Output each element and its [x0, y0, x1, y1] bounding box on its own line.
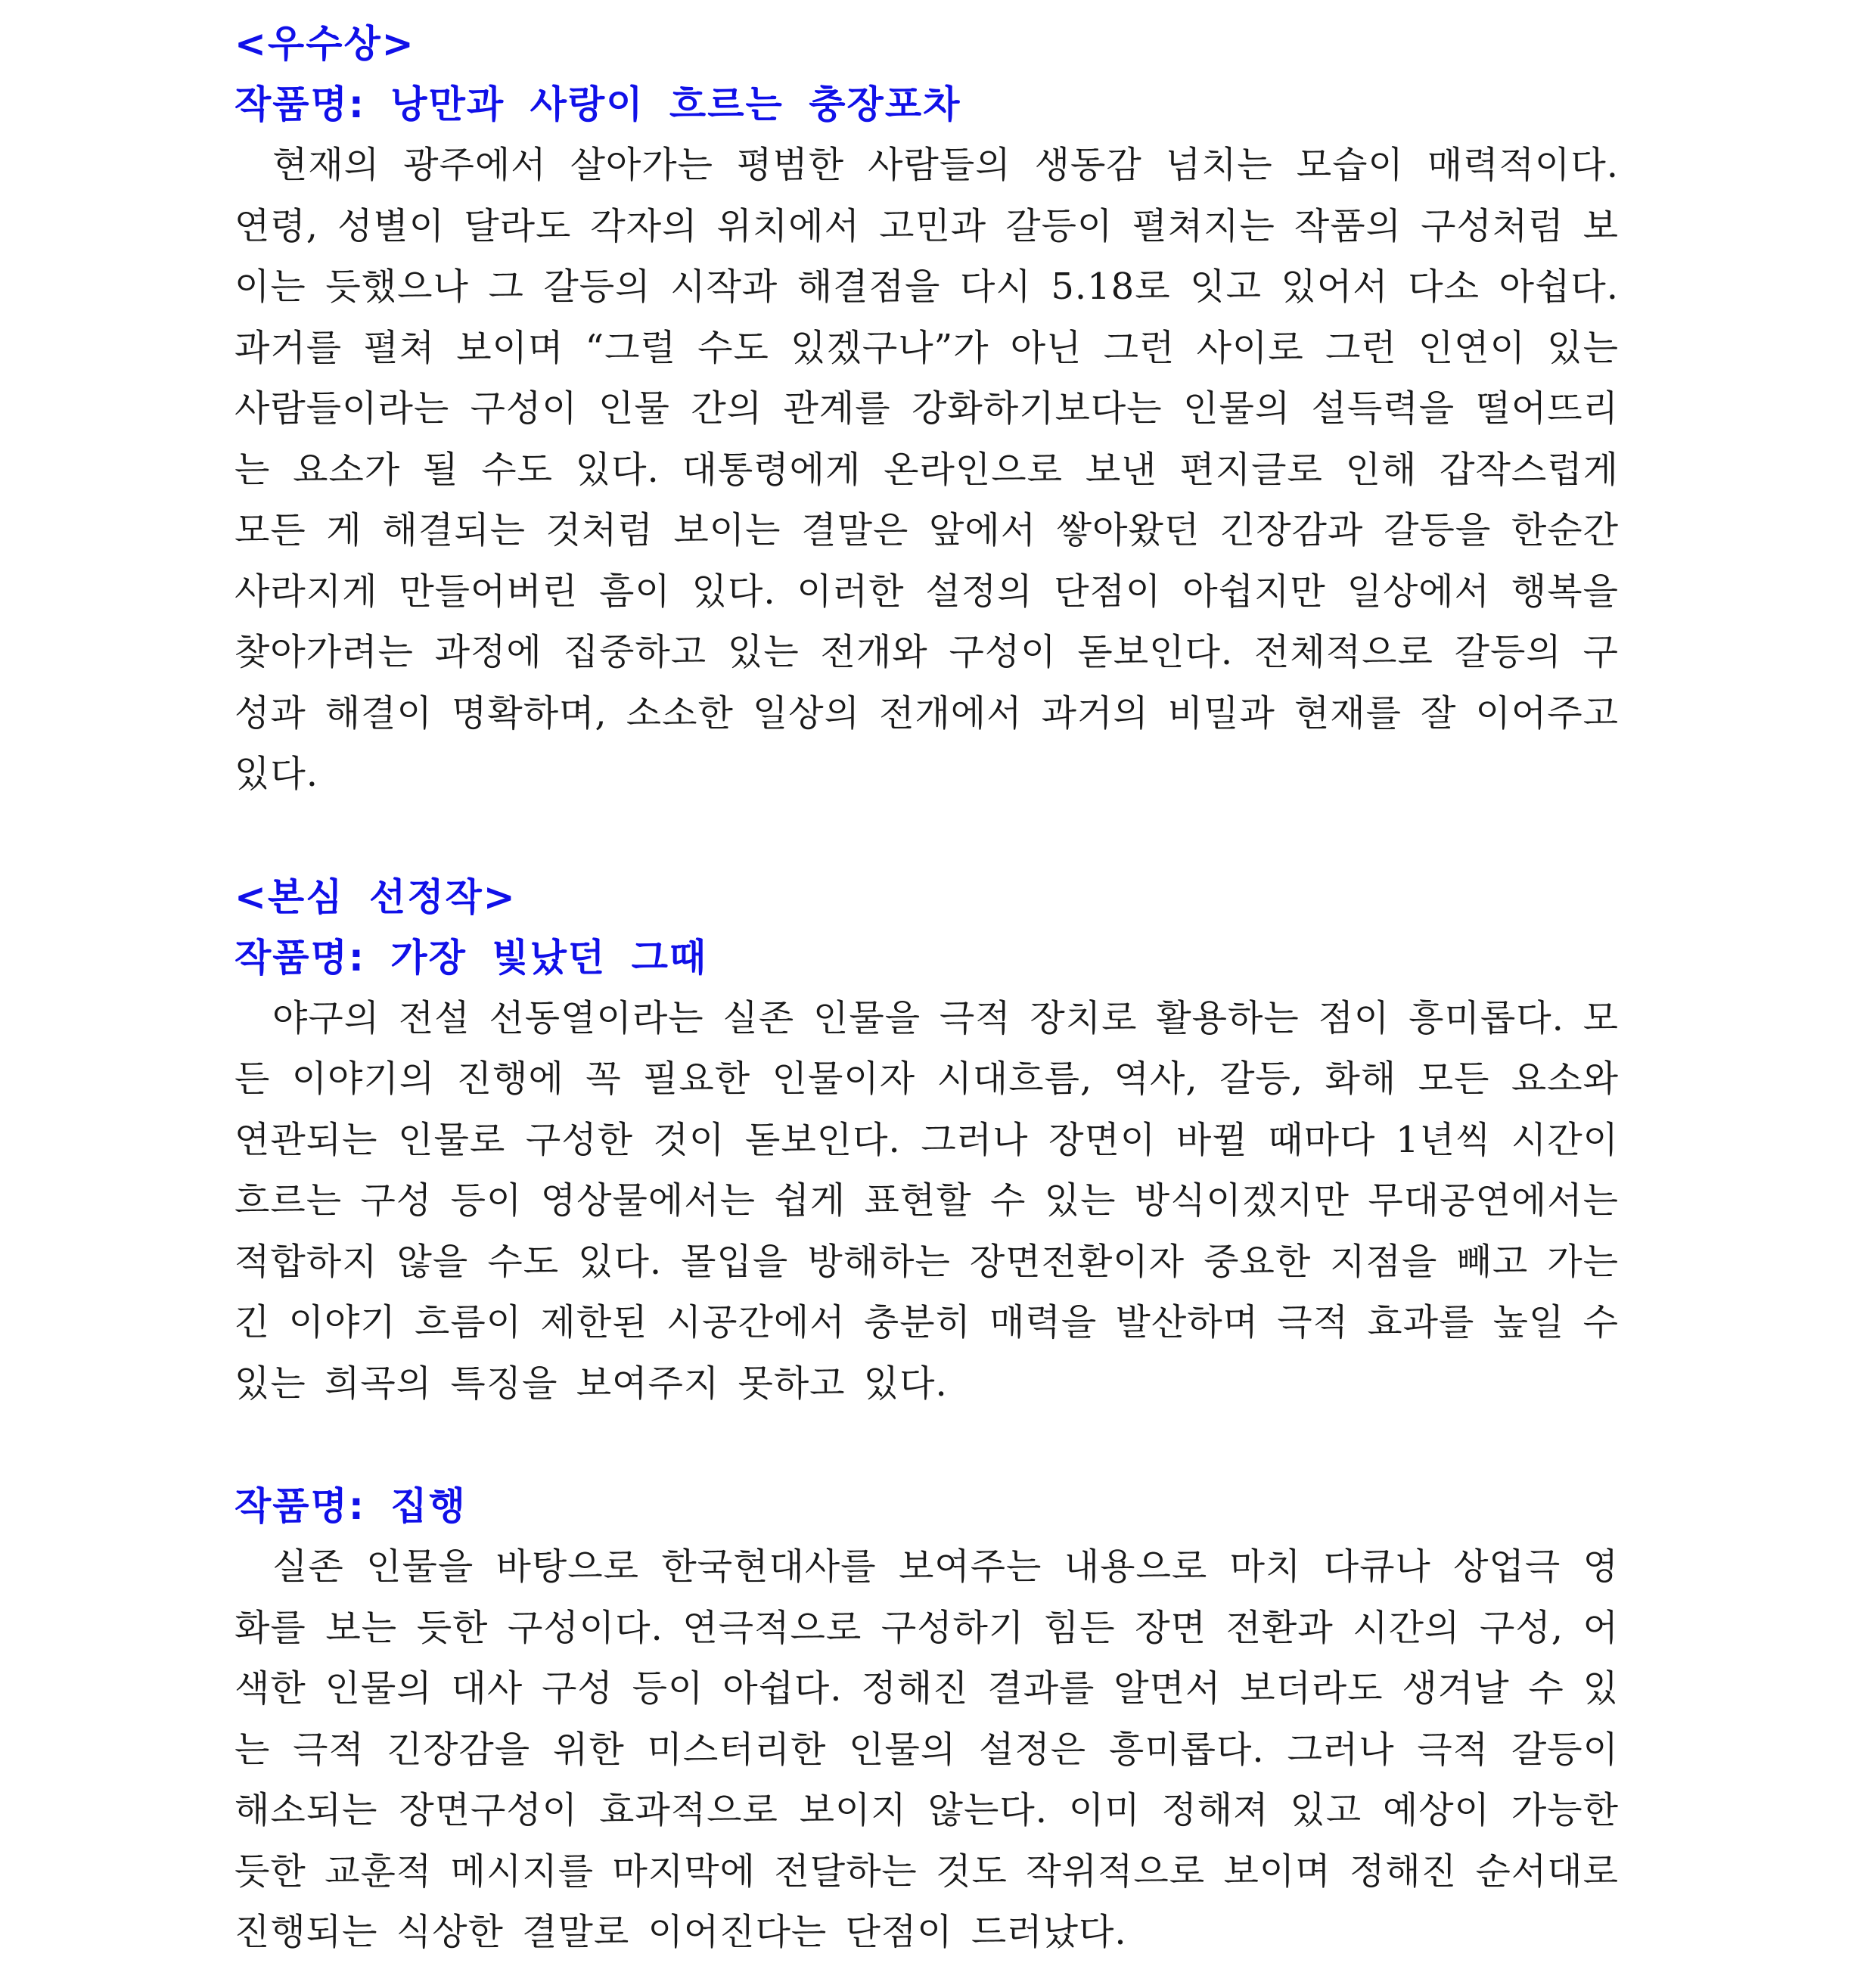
work-title: 작품명: 집행 [234, 1484, 467, 1528]
review-paragraph: 현재의 광주에서 살아가는 평범한 사람들의 생동감 넘치는 모습이 매력적이다. 연령, 성별이 달라도 각자의 위치에서 고민과 갈등이 펼쳐지는 작품의 구성처럼 보이는 듯했으나 그 갈등의 시작과 해결점을 다시 5.18로 잇고 있어서 다소 아쉽다. 과거를 펼쳐 보이며 “그럴 수도 있겠구나”가 아닌 그런 사이로 그런 인연이 있는 사람들이라는 구성이 인물 간의 관계를 강화하기보다는 인물의 설득력을 떨어뜨리는 요소가 될 수도 있다. 대통령에게 온라인으로 보낸 편지글로 인해 갑작스럽게 모든 게 해결되는 것처럼 보이는 결말은 앞에서 쌓아왔던 긴장감과 갈등을 한순간 사라지게 만들어버린 흠이 있다. 이러한 설정의 단점이 아쉽지만 일상에서 행복을 찾아가려는 과정에 집중하고 있는 전개와 구성이 돋보인다. 전체적으로 갈등의 구성과 해결이 명확하며, 소소한 일상의 전개에서 과거의 비밀과 현재를 잘 이어주고 있다. [234, 144, 1619, 795]
section-excellence-award [234, 14, 1619, 805]
section-spacer [234, 805, 1619, 867]
review-paragraph: 야구의 전설 선동열이라는 실존 인물을 극적 장치로 활용하는 점이 흥미롭다. 모든 이야기의 진행에 꼭 필요한 인물이자 시대흐름, 역사, 갈등, 화해 모든 요소와 연관되는 인물로 구성한 것이 돋보인다. 그러나 장면이 바뀔 때마다 1년씩 시간이 흐르는 구성 등이 영상물에서는 쉽게 표현할 수 있는 방식이겠지만 무대공연에서는 적합하지 않을 수도 있다. 몰입을 방해하는 장면전환이자 중요한 지점을 빼고 가는 긴 이야기 흐름이 제한된 시공간에서 충분히 매력을 발산하며 극적 효과를 높일 수 있는 희곡의 특징을 보여주지 못하고 있다. [234, 996, 1619, 1405]
section-spacer [234, 1414, 1619, 1476]
review-paragraph: 실존 인물을 바탕으로 한국현대사를 보여주는 내용으로 마치 다큐나 상업극 영화를 보는 듯한 구성이다. 연극적으로 구성하기 힘든 장면 전환과 시간의 구성, 어색한 인물의 대사 구성 등이 아쉽다. 정해진 결과를 알면서 보더라도 생겨날 수 있는 극적 긴장감을 위한 미스터리한 인물의 설정은 흥미롭다. 그러나 극적 갈등이 해소되는 장면구성이 효과적으로 보이지 않는다. 이미 정해져 있고 예상이 가능한듯한 교훈적 메시지를 마지막에 전달하는 것도 작위적으로 보이며 정해진 순서대로 진행되는 식상한 결말로 이어진다는 단점이 드러났다. [234, 1545, 1619, 1953]
section-final-selection [234, 867, 1619, 1415]
work-title: 작품명: 가장 빛났던 그때 [234, 935, 708, 980]
work-title: 작품명: 낭만과 사랑이 흐르는 충장포차 [234, 82, 961, 126]
review-document [234, 14, 1619, 1963]
award-heading: <본심 선정작> [234, 874, 517, 919]
section-final-selection-2 [234, 1476, 1619, 1963]
award-heading: <우수상> [234, 22, 415, 66]
